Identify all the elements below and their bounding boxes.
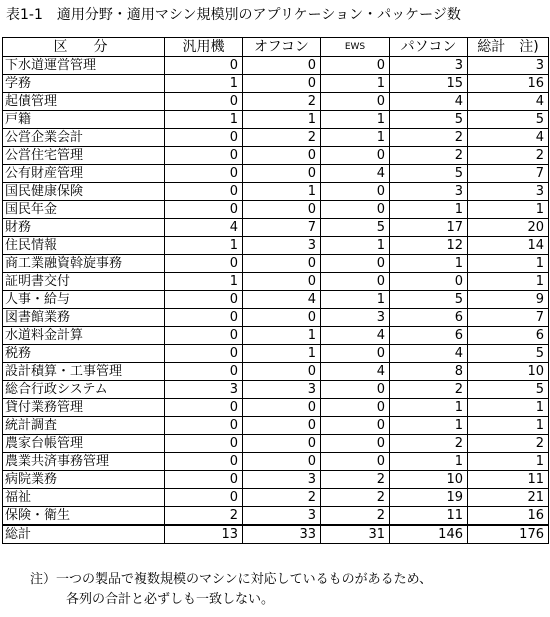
category-cell: 国民健康保険 — [3, 183, 165, 201]
mainframe-count: 3 — [165, 381, 243, 399]
category-cell: 農家台帳管理 — [3, 435, 165, 453]
header-row — [3, 38, 549, 57]
total-count: 20 — [468, 219, 549, 237]
total-row — [3, 525, 549, 544]
total-count: 1 — [468, 417, 549, 435]
office-computer-count: 0 — [243, 57, 321, 75]
category-cell: 統計調査 — [3, 417, 165, 435]
ews-count: 4 — [321, 363, 390, 381]
office-computer-count: 7 — [243, 219, 321, 237]
header-mainframe: 汎用機 — [165, 38, 243, 57]
table-row — [3, 147, 549, 165]
table-row — [3, 345, 549, 363]
office-computer-count: 1 — [243, 345, 321, 363]
personal-computer-count: 17 — [390, 219, 468, 237]
table-row — [3, 255, 549, 273]
personal-computer-count: 19 — [390, 489, 468, 507]
table-row — [3, 129, 549, 147]
category-cell: 水道料金計算 — [3, 327, 165, 345]
office-computer-count: 0 — [243, 201, 321, 219]
total-count: 5 — [468, 381, 549, 399]
mainframe-count: 0 — [165, 201, 243, 219]
total-count: 5 — [468, 345, 549, 363]
ews-count: 0 — [321, 435, 390, 453]
category-cell: 公有財産管理 — [3, 165, 165, 183]
personal-computer-count: 1 — [390, 453, 468, 471]
total-count: 2 — [468, 435, 549, 453]
total-count: 10 — [468, 363, 549, 381]
ews-count: 0 — [321, 147, 390, 165]
footnote-line-1: 注）一つの製品で複数規模のマシンに対応しているものがあるため、 — [30, 572, 433, 587]
category-cell: 病院業務 — [3, 471, 165, 489]
office-computer-count: 3 — [243, 507, 321, 526]
office-computer-count: 4 — [243, 291, 321, 309]
office-computer-count: 3 — [243, 237, 321, 255]
office-computer-count: 1 — [243, 327, 321, 345]
table-row — [3, 417, 549, 435]
office-computer-count: 3 — [243, 471, 321, 489]
package-count-table — [2, 37, 549, 544]
category-cell: 貸付業務管理 — [3, 399, 165, 417]
table-row — [3, 507, 549, 526]
personal-computer-count: 8 — [390, 363, 468, 381]
category-cell: 図書館業務 — [3, 309, 165, 327]
mainframe-count: 0 — [165, 255, 243, 273]
ews-count: 0 — [321, 57, 390, 75]
mainframe-count: 0 — [165, 165, 243, 183]
office-computer-count: 0 — [243, 363, 321, 381]
header-personal-computer: パソコン — [390, 38, 468, 57]
personal-computer-count: 5 — [390, 291, 468, 309]
mainframe-count: 1 — [165, 237, 243, 255]
category-cell: 福祉 — [3, 489, 165, 507]
personal-computer-count: 6 — [390, 309, 468, 327]
personal-computer-count: 15 — [390, 75, 468, 93]
ews-count: 1 — [321, 111, 390, 129]
ews-count: 0 — [321, 417, 390, 435]
category-cell: 証明書交付 — [3, 273, 165, 291]
personal-computer-count: 146 — [390, 525, 468, 544]
footnote — [30, 570, 545, 610]
mainframe-count: 0 — [165, 57, 243, 75]
table-title: 表1-1 適用分野・適用マシン規模別のアプリケーション・パッケージ数 — [6, 7, 461, 23]
personal-computer-count: 3 — [390, 57, 468, 75]
ews-count: 4 — [321, 327, 390, 345]
mainframe-count: 0 — [165, 309, 243, 327]
header-total: 総計 注) — [468, 38, 549, 57]
category-cell: 戸籍 — [3, 111, 165, 129]
ews-count: 1 — [321, 237, 390, 255]
mainframe-count: 0 — [165, 399, 243, 417]
ews-count: 2 — [321, 489, 390, 507]
category-cell: 総合行政システム — [3, 381, 165, 399]
table-row — [3, 273, 549, 291]
total-count: 6 — [468, 327, 549, 345]
personal-computer-count: 1 — [390, 201, 468, 219]
ews-count: 4 — [321, 165, 390, 183]
personal-computer-count: 1 — [390, 417, 468, 435]
total-count: 14 — [468, 237, 549, 255]
header-ews: EWS — [321, 38, 390, 57]
office-computer-count: 3 — [243, 381, 321, 399]
category-cell: 学務 — [3, 75, 165, 93]
mainframe-count: 0 — [165, 345, 243, 363]
mainframe-count: 2 — [165, 507, 243, 526]
mainframe-count: 0 — [165, 93, 243, 111]
ews-count: 0 — [321, 453, 390, 471]
total-count: 3 — [468, 57, 549, 75]
table-row — [3, 453, 549, 471]
office-computer-count: 0 — [243, 417, 321, 435]
table-row — [3, 75, 549, 93]
ews-count: 5 — [321, 219, 390, 237]
personal-computer-count: 4 — [390, 345, 468, 363]
mainframe-count: 1 — [165, 111, 243, 129]
personal-computer-count: 2 — [390, 435, 468, 453]
mainframe-count: 0 — [165, 363, 243, 381]
ews-count: 0 — [321, 399, 390, 417]
category-cell: 設計積算・工事管理 — [3, 363, 165, 381]
total-count: 2 — [468, 147, 549, 165]
office-computer-count: 0 — [243, 75, 321, 93]
ews-count: 2 — [321, 471, 390, 489]
office-computer-count: 2 — [243, 93, 321, 111]
ews-count: 0 — [321, 255, 390, 273]
mainframe-count: 0 — [165, 435, 243, 453]
mainframe-count: 0 — [165, 291, 243, 309]
ews-count: 1 — [321, 291, 390, 309]
ews-count: 31 — [321, 525, 390, 544]
table-row — [3, 471, 549, 489]
personal-computer-count: 1 — [390, 399, 468, 417]
mainframe-count: 0 — [165, 327, 243, 345]
total-count: 16 — [468, 507, 549, 526]
category-cell: 農業共済事務管理 — [3, 453, 165, 471]
personal-computer-count: 5 — [390, 111, 468, 129]
office-computer-count: 1 — [243, 183, 321, 201]
table-row — [3, 201, 549, 219]
office-computer-count: 2 — [243, 489, 321, 507]
total-count: 1 — [468, 399, 549, 417]
table-row — [3, 309, 549, 327]
ews-count: 0 — [321, 273, 390, 291]
table-row — [3, 93, 549, 111]
ews-count: 0 — [321, 201, 390, 219]
office-computer-count: 0 — [243, 453, 321, 471]
mainframe-count: 0 — [165, 453, 243, 471]
total-count: 11 — [468, 471, 549, 489]
category-cell: 住民情報 — [3, 237, 165, 255]
office-computer-count: 0 — [243, 273, 321, 291]
office-computer-count: 0 — [243, 147, 321, 165]
mainframe-count: 0 — [165, 471, 243, 489]
table-row — [3, 363, 549, 381]
category-cell: 国民年金 — [3, 201, 165, 219]
office-computer-count: 1 — [243, 111, 321, 129]
table-body — [3, 57, 549, 544]
mainframe-count: 0 — [165, 489, 243, 507]
table-row — [3, 399, 549, 417]
category-cell: 人事・給与 — [3, 291, 165, 309]
category-cell: 税務 — [3, 345, 165, 363]
total-count: 4 — [468, 93, 549, 111]
category-cell: 公営住宅管理 — [3, 147, 165, 165]
table-row — [3, 489, 549, 507]
office-computer-count: 33 — [243, 525, 321, 544]
office-computer-count: 0 — [243, 165, 321, 183]
ews-count: 1 — [321, 129, 390, 147]
total-count: 176 — [468, 525, 549, 544]
ews-count: 0 — [321, 183, 390, 201]
total-count: 1 — [468, 201, 549, 219]
ews-count: 1 — [321, 75, 390, 93]
office-computer-count: 0 — [243, 309, 321, 327]
ews-count: 0 — [321, 381, 390, 399]
table-row — [3, 165, 549, 183]
personal-computer-count: 0 — [390, 273, 468, 291]
personal-computer-count: 2 — [390, 147, 468, 165]
office-computer-count: 0 — [243, 435, 321, 453]
table-row — [3, 57, 549, 75]
total-count: 1 — [468, 273, 549, 291]
category-cell: 財務 — [3, 219, 165, 237]
total-count: 9 — [468, 291, 549, 309]
office-computer-count: 0 — [243, 255, 321, 273]
mainframe-count: 1 — [165, 75, 243, 93]
mainframe-count: 0 — [165, 183, 243, 201]
personal-computer-count: 3 — [390, 183, 468, 201]
total-count: 7 — [468, 165, 549, 183]
table-row — [3, 291, 549, 309]
category-cell: 保険・衛生 — [3, 507, 165, 526]
table-row — [3, 219, 549, 237]
header-office-computer: オフコン — [243, 38, 321, 57]
category-cell: 総計 — [3, 525, 165, 544]
table-row — [3, 237, 549, 255]
table-row — [3, 435, 549, 453]
mainframe-count: 0 — [165, 147, 243, 165]
personal-computer-count: 12 — [390, 237, 468, 255]
ews-count: 2 — [321, 507, 390, 526]
personal-computer-count: 10 — [390, 471, 468, 489]
personal-computer-count: 4 — [390, 93, 468, 111]
office-computer-count: 2 — [243, 129, 321, 147]
category-cell: 商工業融資斡旋事務 — [3, 255, 165, 273]
personal-computer-count: 2 — [390, 129, 468, 147]
table-row — [3, 111, 549, 129]
total-count: 7 — [468, 309, 549, 327]
ews-count: 0 — [321, 93, 390, 111]
total-count: 4 — [468, 129, 549, 147]
personal-computer-count: 2 — [390, 381, 468, 399]
mainframe-count: 0 — [165, 129, 243, 147]
total-count: 1 — [468, 255, 549, 273]
footnote-line-2: 各列の合計と必ずしも一致しない。 — [66, 592, 275, 607]
category-cell: 起債管理 — [3, 93, 165, 111]
table-row — [3, 381, 549, 399]
personal-computer-count: 1 — [390, 255, 468, 273]
personal-computer-count: 5 — [390, 165, 468, 183]
total-count: 21 — [468, 489, 549, 507]
ews-count: 3 — [321, 309, 390, 327]
category-cell: 下水道運営管理 — [3, 57, 165, 75]
ews-count: 0 — [321, 345, 390, 363]
total-count: 16 — [468, 75, 549, 93]
category-cell: 公営企業会計 — [3, 129, 165, 147]
header-category: 区 分 — [3, 38, 165, 57]
total-count: 5 — [468, 111, 549, 129]
mainframe-count: 4 — [165, 219, 243, 237]
mainframe-count: 1 — [165, 273, 243, 291]
personal-computer-count: 11 — [390, 507, 468, 526]
personal-computer-count: 6 — [390, 327, 468, 345]
mainframe-count: 0 — [165, 417, 243, 435]
table-row — [3, 183, 549, 201]
mainframe-count: 13 — [165, 525, 243, 544]
table-row — [3, 327, 549, 345]
office-computer-count: 0 — [243, 399, 321, 417]
total-count: 1 — [468, 453, 549, 471]
total-count: 3 — [468, 183, 549, 201]
